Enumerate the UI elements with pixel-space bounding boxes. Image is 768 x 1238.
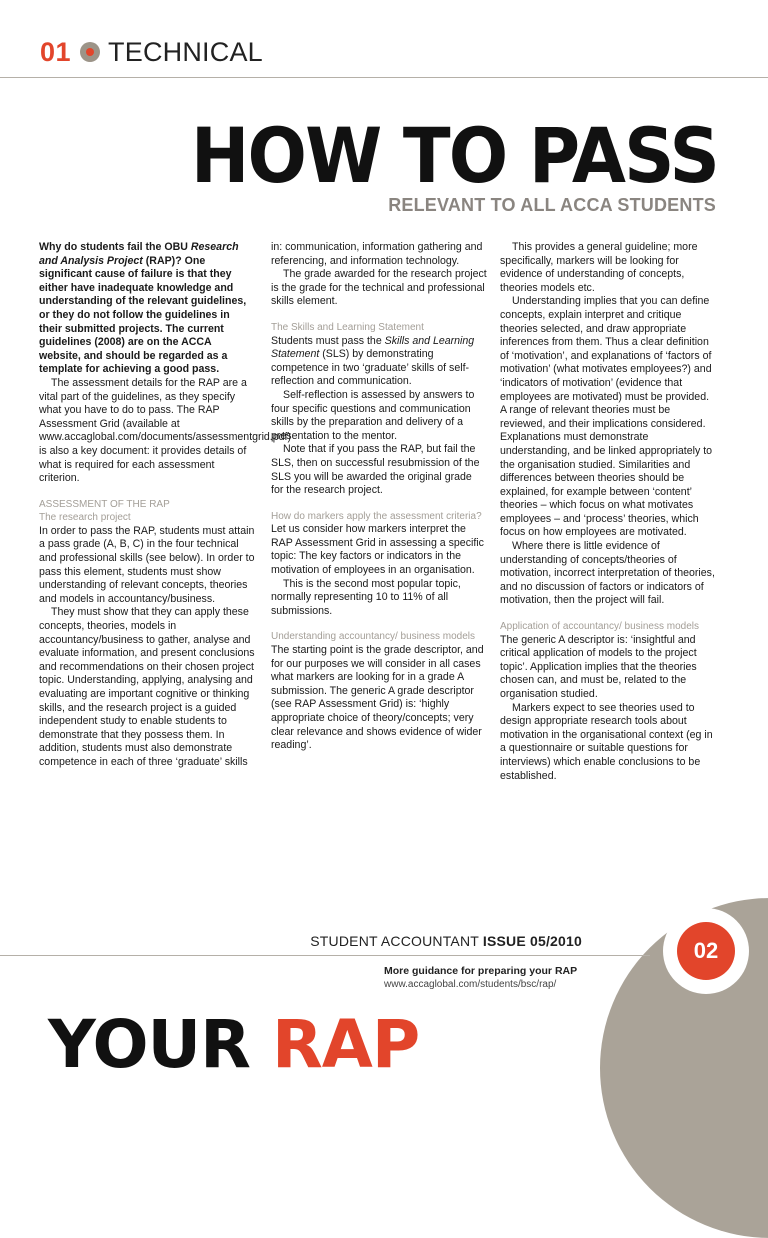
paragraph: This is the second most popular topic, normally representing 10 to 11% of all submissions. <box>271 577 461 617</box>
paragraph: This provides a general guideline; more specifically, markers will be looking for evidence of understanding of concepts, theories models etc. <box>500 241 698 294</box>
text-column-1 <box>39 241 292 770</box>
section-number: 01 <box>40 36 72 67</box>
paragraph: The generic A descriptor is: ‘insightful and critical application of models to the project topic’. Application implies that the theories chosen can, and must be, related to the organisation studied. <box>500 633 697 700</box>
paragraph: The assessment details for the RAP are a vital part of the guidelines, as they specify what you have to do to pass. The RAP Assessment Grid (available at www.accaglobal.com/documents/assessmentgrid.pdf) is also a key document: it provides details of what is required for each assessment criterion. <box>39 376 292 485</box>
section-label: TECHNICAL <box>108 36 263 67</box>
next-page-title: YOUR RAP <box>48 1006 420 1083</box>
page-number: 02 <box>677 922 735 980</box>
subheading: The Skills and Learning Statement <box>271 321 424 333</box>
section-header <box>40 34 263 70</box>
article-subtitle: RELEVANT TO ALL ACCA STUDENTS <box>388 195 716 215</box>
subheading: Understanding accountancy/ business models <box>271 631 476 643</box>
magazine-issue: STUDENT ACCOUNTANT ISSUE 05/2010 <box>310 933 582 949</box>
paragraph: Understanding implies that you can define concepts, explain interpret and critique theories selected, and draw appropriate inferences from them. Thus a clear definition of ‘motivation’, and explanations of ‘factors of motivation’ (what motivates employees?) and ‘indicators of motivation’ (evidence that employees are motivated) must be provided. A range of relevant theories must be reviewed, and their implications considered. Explanations must demonstrate understanding, and be linked appropriately to the organisation studied. Similarities and differences between theories should be explained, for example between ‘content’ theories – which focus on what motivates employees – and ‘process’ theories, which focus on how employees are motivated. <box>500 295 713 539</box>
guidance-note: More guidance for preparing your RAP <box>384 965 578 977</box>
subheading: ASSESSMENT OF THE RAP <box>39 498 170 510</box>
text-column-2 <box>271 241 487 753</box>
subheading: Application of accountancy/ business models <box>500 621 700 633</box>
intro-paragraph: Why do students fail the OBU Research and Analysis Project (RAP)? One significant cause of failure is that they either have inadequate knowledge and understanding of the relevant guidelines, or they do not follow the guidelines in their submitted projects. The current guidelines (2008) are on the ACCA website, and should be regarded as a template for achieving a good pass. <box>39 241 247 376</box>
paragraph: They must show that they can apply these concepts, theories, models in accountancy/business to gather, analyse and evaluate information, and present conclusions and recommendations on their chosen project topic. Understanding, applying, analysing and evaluating are important cognitive or thinking skills, and the research project is a guided independent study to enable students to demonstrate that they possess them. In addition, students must also demonstrate competence in each of three ‘graduate’ skills <box>39 606 255 768</box>
paragraph: In order to pass the RAP, students must attain a pass grade (A, B, C) in the four technical and professional skills (see below). In order to pass this element, students must show understanding of relevant concepts, theories and models in accountancy/business. <box>39 524 255 605</box>
paragraph: The grade awarded for the research project is the grade for the technical and professional skills element. <box>271 268 487 308</box>
subheading: How do markers apply the assessment criteria? <box>271 510 482 522</box>
page-number-badge <box>663 908 749 994</box>
paragraph: in: communication, information gathering and referencing, and information technology. <box>271 241 483 267</box>
paragraph: Markers expect to see theories used to design appropriate research tools about motivation in the organisational context (eg in a questionnaire or suitable questions for interviews) which enable conclusions to be established. <box>500 701 713 782</box>
paragraph: Where there is little evidence of understanding of concepts/theories of motivation, incorrect interpretation of theories, and no discussion of factors or indicators of motivation, then the project will fail. <box>500 540 715 607</box>
subheading: The research project <box>39 512 131 524</box>
target-dot-icon <box>80 42 100 62</box>
article-title: HOW TO PASS <box>190 111 718 200</box>
guidance-url[interactable]: www.accaglobal.com/students/bsc/rap/ <box>384 979 557 990</box>
paragraph: Self-reflection is assessed by answers to four specific questions and communication skills by the preparation and delivery of a presentation to the mentor. <box>271 388 475 442</box>
paragraph: Note that if you pass the RAP, but fail the SLS, then on successful resubmission of the SLS you will be awarded the original grade for the research project. <box>271 443 480 497</box>
text-column-3 <box>500 241 716 783</box>
footer-divider <box>0 955 650 956</box>
header-divider <box>0 77 768 78</box>
paragraph: The starting point is the grade descriptor, and for our purposes we will consider in all cases what markers are looking for in a grade A submission. The generic A grade descriptor (see RAP Assessment Grid) is: ‘highly appropriate choice of theory/concepts; very clear relevance and shows evidence of wider reading’. <box>271 644 484 752</box>
paragraph: Students must pass the Skills and Learning Statement (SLS) by demonstrating competence in two ‘graduate’ skills of self-reflection and communication. <box>271 334 475 388</box>
paragraph: Let us consider how markers interpret the RAP Assessment Grid in assessing a specific topic: The key factors or indicators in the motivation of employees in an organisation. <box>271 523 484 577</box>
